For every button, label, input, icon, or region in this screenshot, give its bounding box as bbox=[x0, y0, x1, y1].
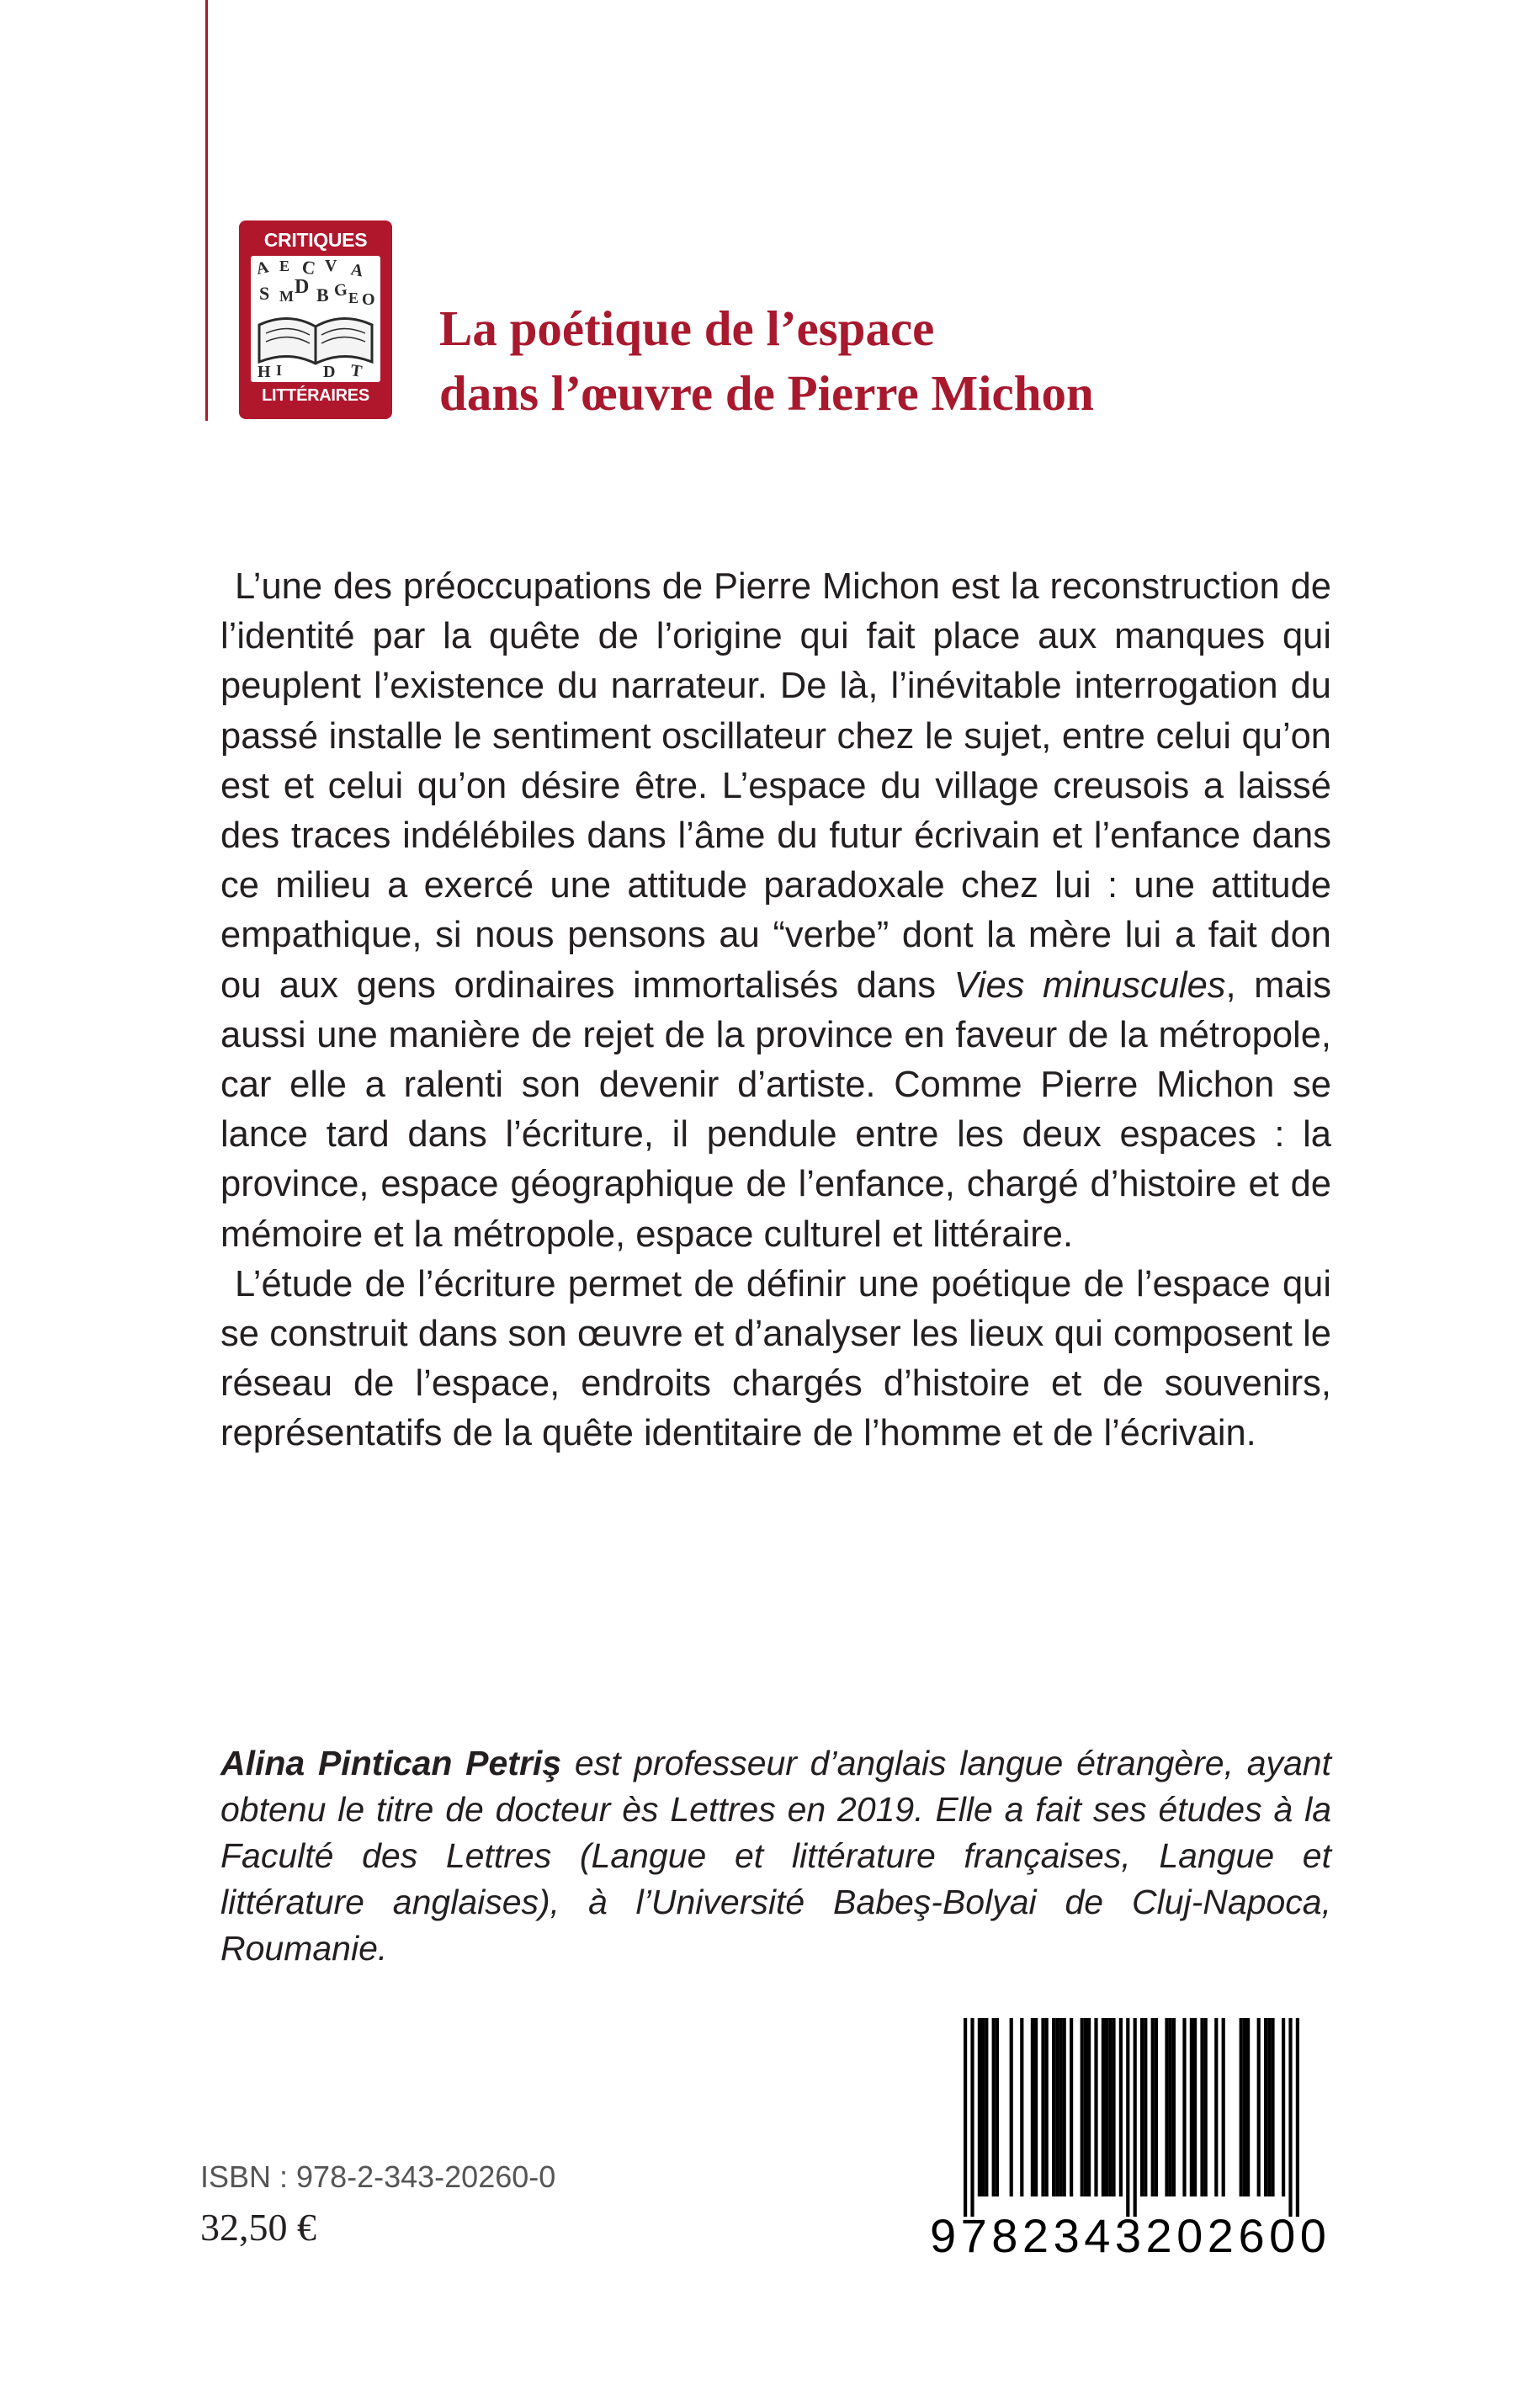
barcode-bar bbox=[1190, 2018, 1193, 2196]
book-title-line-1: La poétique de l’espace bbox=[439, 300, 935, 356]
barcode-bar bbox=[1094, 2018, 1097, 2196]
barcode-bar bbox=[992, 2018, 996, 2196]
description-paragraph-1 bbox=[220, 562, 1331, 1260]
barcode-bar bbox=[1105, 2018, 1108, 2196]
barcode-bar bbox=[1087, 2018, 1091, 2196]
barcode-bar bbox=[1246, 2018, 1250, 2196]
barcode-bar bbox=[1257, 2018, 1261, 2196]
book-description bbox=[220, 562, 1331, 1459]
barcode-bar bbox=[1102, 2018, 1105, 2196]
barcode-bar bbox=[1081, 2018, 1084, 2196]
barcode-bar bbox=[1193, 2018, 1197, 2196]
barcode-bar bbox=[1288, 2018, 1292, 2217]
isbn: ISBN : 978-2-343-20260-0 bbox=[200, 2159, 556, 2194]
barcode-bar bbox=[1140, 2018, 1144, 2196]
barcode-bar bbox=[1169, 2018, 1172, 2196]
description-paragraph-2: L’étude de l’écriture permet de définir une poétique de l’espace qui se construit dans son œuvre et d’analyser les lieux qui composent le réseau de l’espace, endroits chargés d’histoire et de souvenirs, représentatifs de la quête identitaire de l’homme et de l’écrivain. bbox=[220, 1263, 1331, 1454]
barcode-bar bbox=[1063, 2018, 1066, 2196]
barcode bbox=[930, 2018, 1330, 2220]
barcode-bar bbox=[1119, 2018, 1123, 2196]
author-bio-text: est professeur d’anglais langue étrangère, ayant obtenu le titre de docteur ès Lettres en 2019. Elle a fait ses études à la Faculté des Lettres (Langue et littérature françaises, Langue et littérature anglaises), à l’Université Babeş-Bolyai de Cluj-Napoca, Roumanie. bbox=[220, 1744, 1331, 1968]
logo-letter: A bbox=[349, 260, 365, 281]
barcode-bar bbox=[1155, 2018, 1158, 2196]
barcode-bar bbox=[1151, 2018, 1155, 2196]
description-text: , mais aussi une manière de rejet de la province en faveur de la métropole, car elle a ralenti son devenir d’artiste. Comme Pierre Michon se lance tard dans l’écriture, il pendule entre les deux espaces : la province, espace géographique de l’enfance, chargé d’histoire et de mémoire et la métropole, espace culturel et littéraire. bbox=[220, 964, 1332, 1255]
logo-letter: E bbox=[348, 289, 359, 306]
logo-letter: M bbox=[279, 288, 294, 305]
author-name: Alina Pintican Petriş bbox=[220, 1744, 562, 1782]
red-vertical-rule bbox=[205, 0, 208, 421]
barcode-bar bbox=[1271, 2018, 1274, 2196]
description-italic-title: Vies minuscules bbox=[953, 964, 1226, 1006]
barcode-bar bbox=[1134, 2018, 1137, 2217]
barcode-bar bbox=[1240, 2018, 1243, 2196]
barcode-bar bbox=[1031, 2018, 1034, 2196]
barcode-bar bbox=[1112, 2018, 1115, 2196]
barcode-bar bbox=[1084, 2018, 1087, 2196]
barcode-bar bbox=[1296, 2018, 1299, 2217]
barcode-bar bbox=[1041, 2018, 1044, 2196]
barcode-bar bbox=[1214, 2018, 1218, 2196]
barcode-bar bbox=[1055, 2018, 1059, 2196]
barcode-bar bbox=[1144, 2018, 1147, 2196]
logo-letter: A bbox=[254, 258, 271, 279]
barcode-bar bbox=[1045, 2018, 1049, 2196]
barcode-bar bbox=[1172, 2018, 1176, 2196]
book-title-line-2: dans l’œuvre de Pierre Michon bbox=[439, 365, 1094, 421]
barcode-bar bbox=[1182, 2018, 1186, 2196]
barcode-bar bbox=[1200, 2018, 1203, 2196]
logo-letter: D bbox=[323, 363, 336, 381]
series-logo bbox=[239, 220, 392, 419]
logo-letter: S bbox=[259, 283, 270, 304]
barcode-bar bbox=[1059, 2018, 1062, 2196]
barcode-bar bbox=[1052, 2018, 1055, 2196]
barcode-bar bbox=[981, 2018, 985, 2196]
barcode-bar bbox=[978, 2018, 981, 2196]
book-title bbox=[439, 296, 1449, 426]
barcode-bar bbox=[1222, 2018, 1225, 2196]
open-book-icon bbox=[251, 256, 380, 382]
barcode-bar bbox=[1010, 2018, 1013, 2196]
logo-letter: T bbox=[349, 361, 364, 381]
author-bio bbox=[220, 1740, 1331, 1972]
barcode-bar bbox=[1282, 2018, 1285, 2196]
barcode-bar bbox=[996, 2018, 999, 2196]
series-logo-bottom-label: LITTÉRAIRES bbox=[262, 386, 369, 405]
barcode-bar bbox=[1243, 2018, 1246, 2196]
logo-letter: O bbox=[362, 290, 375, 309]
barcode-bar bbox=[985, 2018, 988, 2196]
barcode-bar bbox=[1020, 2018, 1023, 2196]
description-text: L’une des préoccupations de Pierre Michon est la reconstruction de l’identité par la quête de l’origine qui fait place aux manques qui peuplent l’existence du narrateur. De là, l’inévitable interrogation du passé installe le sentiment oscillateur chez le sujet, entre celui qu’on est et celui qu’on désire être. L’espace du village creusois a laissé des traces indélébiles dans l’âme du futur écrivain et l’enfance dans ce milieu a exercé une attitude paradoxale chez lui : une attitude empathique, si nous pensons au “verbe” dont la mère lui a fait don ou aux gens ordinaires immortalisés dans bbox=[220, 566, 1331, 1006]
barcode-bar bbox=[1034, 2018, 1038, 2196]
logo-letter: B bbox=[316, 284, 329, 305]
barcode-bar bbox=[1165, 2018, 1168, 2196]
barcode-bar bbox=[1267, 2018, 1271, 2196]
logo-letter: H bbox=[258, 363, 271, 381]
price: 32,50 € bbox=[200, 2206, 316, 2249]
barcode-digits: 9782343202600 bbox=[930, 2209, 1331, 2262]
barcode-bar bbox=[1108, 2018, 1112, 2196]
series-logo-top-label: CRITIQUES bbox=[263, 229, 368, 251]
barcode-bar bbox=[964, 2018, 967, 2217]
logo-letter: C bbox=[300, 256, 317, 279]
barcode-bar bbox=[1126, 2018, 1129, 2217]
barcode-bar bbox=[1264, 2018, 1267, 2196]
logo-letter: D bbox=[295, 276, 310, 298]
barcode-bar bbox=[1070, 2018, 1073, 2196]
logo-letter: G bbox=[332, 279, 349, 300]
barcode-bar bbox=[970, 2018, 974, 2217]
logo-letter: V bbox=[325, 257, 337, 275]
logo-letter: I bbox=[276, 362, 283, 379]
barcode-bar bbox=[1204, 2018, 1208, 2196]
logo-letter: E bbox=[279, 258, 290, 274]
